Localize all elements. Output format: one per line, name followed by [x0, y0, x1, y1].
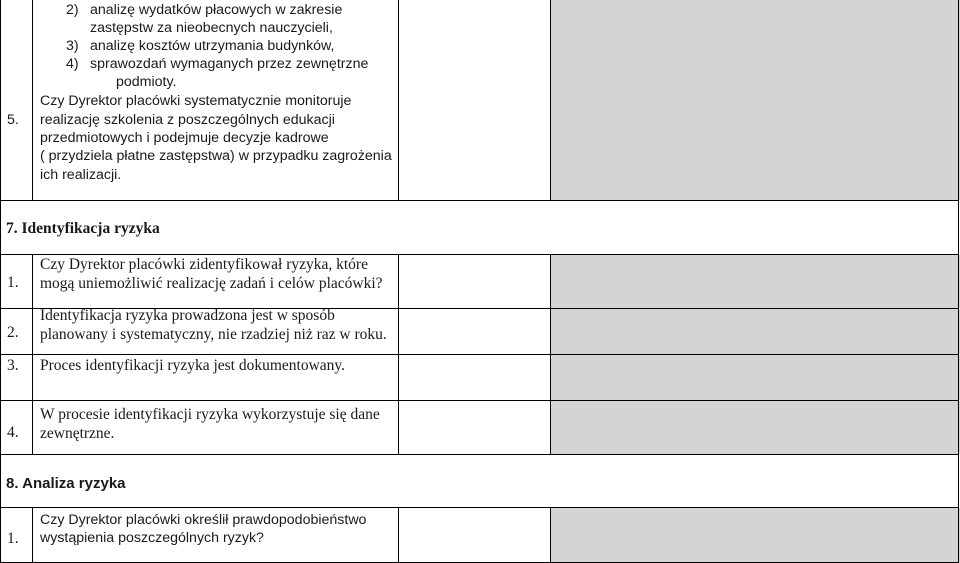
table-border: [958, 0, 959, 201]
row-number: 1.: [7, 274, 19, 291]
row-number: 4.: [7, 424, 19, 441]
shaded-cell-s7-r1: [551, 255, 960, 308]
row-text: Czy Dyrektor placówki zidentyfikował ryzyka, które: [40, 256, 368, 273]
shaded-cell-s5: [551, 0, 960, 200]
row-text: zewnętrzne.: [40, 425, 115, 442]
table-border: [550, 0, 551, 201]
table-border: [32, 0, 33, 201]
list-item-number: 3): [66, 38, 79, 54]
table-border: [0, 455, 1, 508]
list-item-text: analizę wydatków płacowych w zakresie: [90, 2, 343, 18]
table-border: [0, 200, 959, 201]
table-border: [0, 0, 1, 201]
shaded-cell-s7-r3: [551, 355, 960, 400]
table-border: [0, 201, 1, 255]
list-item-text: analizę kosztów utrzymania budynków,: [90, 38, 335, 54]
row-text: Czy Dyrektor placówki określił prawdopodobieństwo: [40, 512, 367, 528]
section-heading: 8. Analiza ryzyka: [6, 475, 126, 492]
row-text: mogą uniemożliwić realizację zadań i celów placówki?: [40, 275, 383, 292]
list-item-text: sprawozdań wymaganych przez zewnętrzne: [90, 56, 369, 72]
row-text: W procesie identyfikacji ryzyka wykorzystuje się dane: [40, 406, 380, 423]
shaded-cell-s7-r2: [551, 309, 960, 354]
table-border: [398, 0, 399, 201]
list-item-text: podmioty.: [116, 74, 177, 90]
table-border: [0, 507, 1, 563]
row-text: Proces identyfikacji ryzyka jest dokumentowany.: [40, 357, 346, 374]
table-border: [0, 454, 959, 455]
row-number: 2.: [7, 324, 19, 341]
row-text: Czy Dyrektor placówki systematycznie monitoruje: [40, 93, 352, 109]
table-border: [958, 455, 959, 508]
table-border: [550, 507, 551, 563]
row-text: przedmiotowych i podejmuje decyzje kadrowe: [40, 130, 329, 146]
row-number: 1.: [7, 530, 19, 547]
row-number: 3.: [7, 357, 19, 374]
list-item-text: zastępstw za nieobecnych nauczycieli,: [90, 20, 333, 36]
row-text: Identyfikacja ryzyka prowadzona jest w sposób: [40, 307, 335, 324]
row-text: planowany i systematyczny, nie rzadziej niż raz w roku.: [40, 326, 387, 343]
table-border: [0, 354, 959, 355]
list-item-number: 4): [66, 56, 79, 72]
table-border: [398, 507, 399, 563]
shaded-cell-s8-r1: [551, 508, 960, 563]
section-heading: 7. Identyfikacja ryzyka: [6, 220, 160, 237]
table-border: [958, 201, 959, 255]
row-text: ( przydziela płatne zastępstwa) w przypadku zagrożenia: [40, 148, 392, 164]
row-number: 5.: [7, 112, 19, 128]
row-text: ich realizacji.: [40, 167, 122, 183]
table-border: [0, 507, 959, 508]
row-text: wystąpienia poszczególnych ryzyk?: [40, 530, 264, 546]
table-border: [0, 400, 959, 401]
table-border: [958, 507, 959, 563]
list-item-number: 2): [66, 2, 79, 18]
table-border: [32, 507, 33, 563]
row-text: realizację szkolenia z poszczególnych edukacji: [40, 112, 335, 128]
shaded-cell-s7-r4: [551, 401, 960, 454]
